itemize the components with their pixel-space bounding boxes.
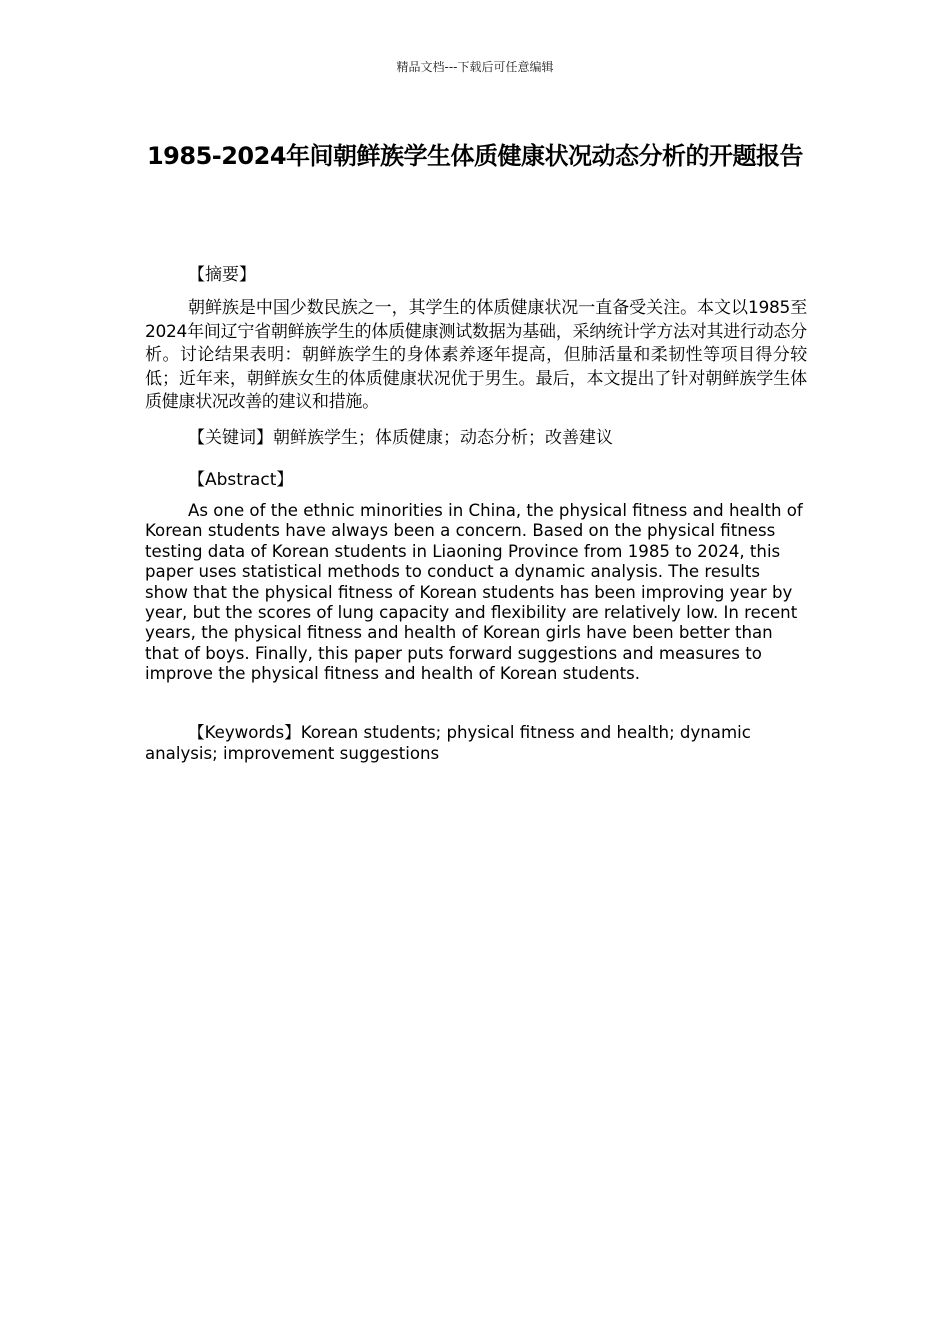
keywords-zh-label: 【关键词】 [188,428,273,448]
keywords-en [145,722,807,764]
keywords-en-label: 【Keywords】 [188,723,301,742]
abstract-en-label: 【Abstract】 [188,470,294,490]
abstract-en-body: As one of the ethnic minorities in China, the physical fitness and health of Korean students have always been a concern. Based on the physical fitness testing data of Korean students in Liaoning Province from 1985 to 2024, this paper uses statistical methods to conduct a dynamic analysis. The results show that the physical fitness of Korean students has been improving year by year, but the scores of lung capacity and flexibility are relatively low. In recent years, the physical fitness and health of Korean girls have been better than that of boys. Finally, this paper puts forward suggestions and measures to improve the physical fitness and health of Korean students. [145,501,803,684]
abstract-zh-body: 朝鲜族是中国少数民族之一，其学生的体质健康状况一直备受关注。本文以1985至2024年间辽宁省朝鲜族学生的体质健康测试数据为基础，采纳统计学方法对其进行动态分析。讨论结果表明：朝鲜族学生的身体素养逐年提高，但肺活量和柔韧性等项目得分较低；近年来，朝鲜族女生的体质健康状况优于男生。最后，本文提出了针对朝鲜族学生体质健康状况改善的建议和措施。 [145,298,807,412]
keywords-zh [145,428,807,449]
header-note: 精品文档---下载后可任意编辑 [396,60,554,74]
keywords-zh-text: 朝鲜族学生；体质健康；动态分析；改善建议 [273,428,613,448]
document-title: 1985-2024年间朝鲜族学生体质健康状况动态分析的开题报告 [146,142,804,170]
abstract-zh-label: 【摘要】 [188,265,256,285]
keywords-en-text: Korean students; physical fitness and health; dynamic analysis; improvement suggestions [145,723,751,763]
